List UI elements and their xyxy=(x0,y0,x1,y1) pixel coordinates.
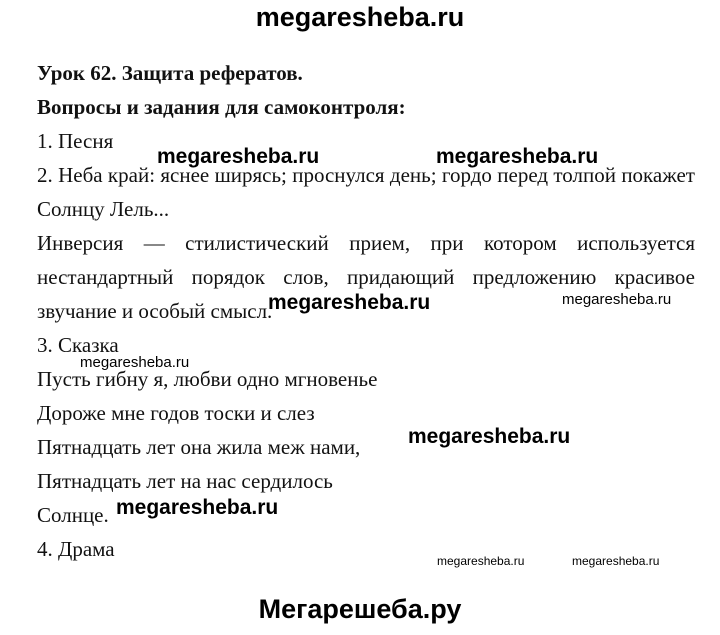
answer-4: 4. Драма xyxy=(37,537,115,561)
watermark: megaresheba.ru xyxy=(562,291,672,308)
lesson-subtitle: Вопросы и задания для самоконтроля: xyxy=(37,95,406,119)
watermark: megaresheba.ru xyxy=(572,554,660,568)
watermark: megaresheba.ru xyxy=(80,354,190,371)
site-header-watermark: megaresheba.ru xyxy=(255,2,465,32)
poem-line-2: Дороже мне годов тоски и слез xyxy=(37,401,315,425)
answer-3: 3. Сказка xyxy=(37,333,119,357)
poem-line-4: Пятнадцать лет на нас сердилось xyxy=(37,469,333,493)
site-footer-watermark: Мегарешеба.ру xyxy=(258,594,462,624)
watermark: megaresheba.ru xyxy=(436,145,599,168)
answer-2-explanation: Инверсия — стилистический прием, при котором используется нестандартный порядок слов, придающий предложению красивое звучание и особый смысл. xyxy=(37,231,695,323)
poem-line-5: Солнце. xyxy=(37,503,109,527)
watermark: megaresheba.ru xyxy=(268,291,431,314)
lesson-title: Урок 62. Защита рефератов. xyxy=(37,61,303,85)
answer-1: 1. Песня xyxy=(37,129,114,153)
watermark: megaresheba.ru xyxy=(408,425,571,448)
watermark: megaresheba.ru xyxy=(157,145,320,168)
watermark: megaresheba.ru xyxy=(116,496,279,519)
poem-line-1: Пусть гибну я, любви одно мгновенье xyxy=(37,367,378,391)
watermark: megaresheba.ru xyxy=(437,554,525,568)
answer-2: 2. Неба край: яснее ширясь; проснулся день; гордо перед толпой покажет Солнцу Лель... xyxy=(37,163,695,221)
poem-line-3: Пятнадцать лет она жила меж нами, xyxy=(37,435,361,459)
